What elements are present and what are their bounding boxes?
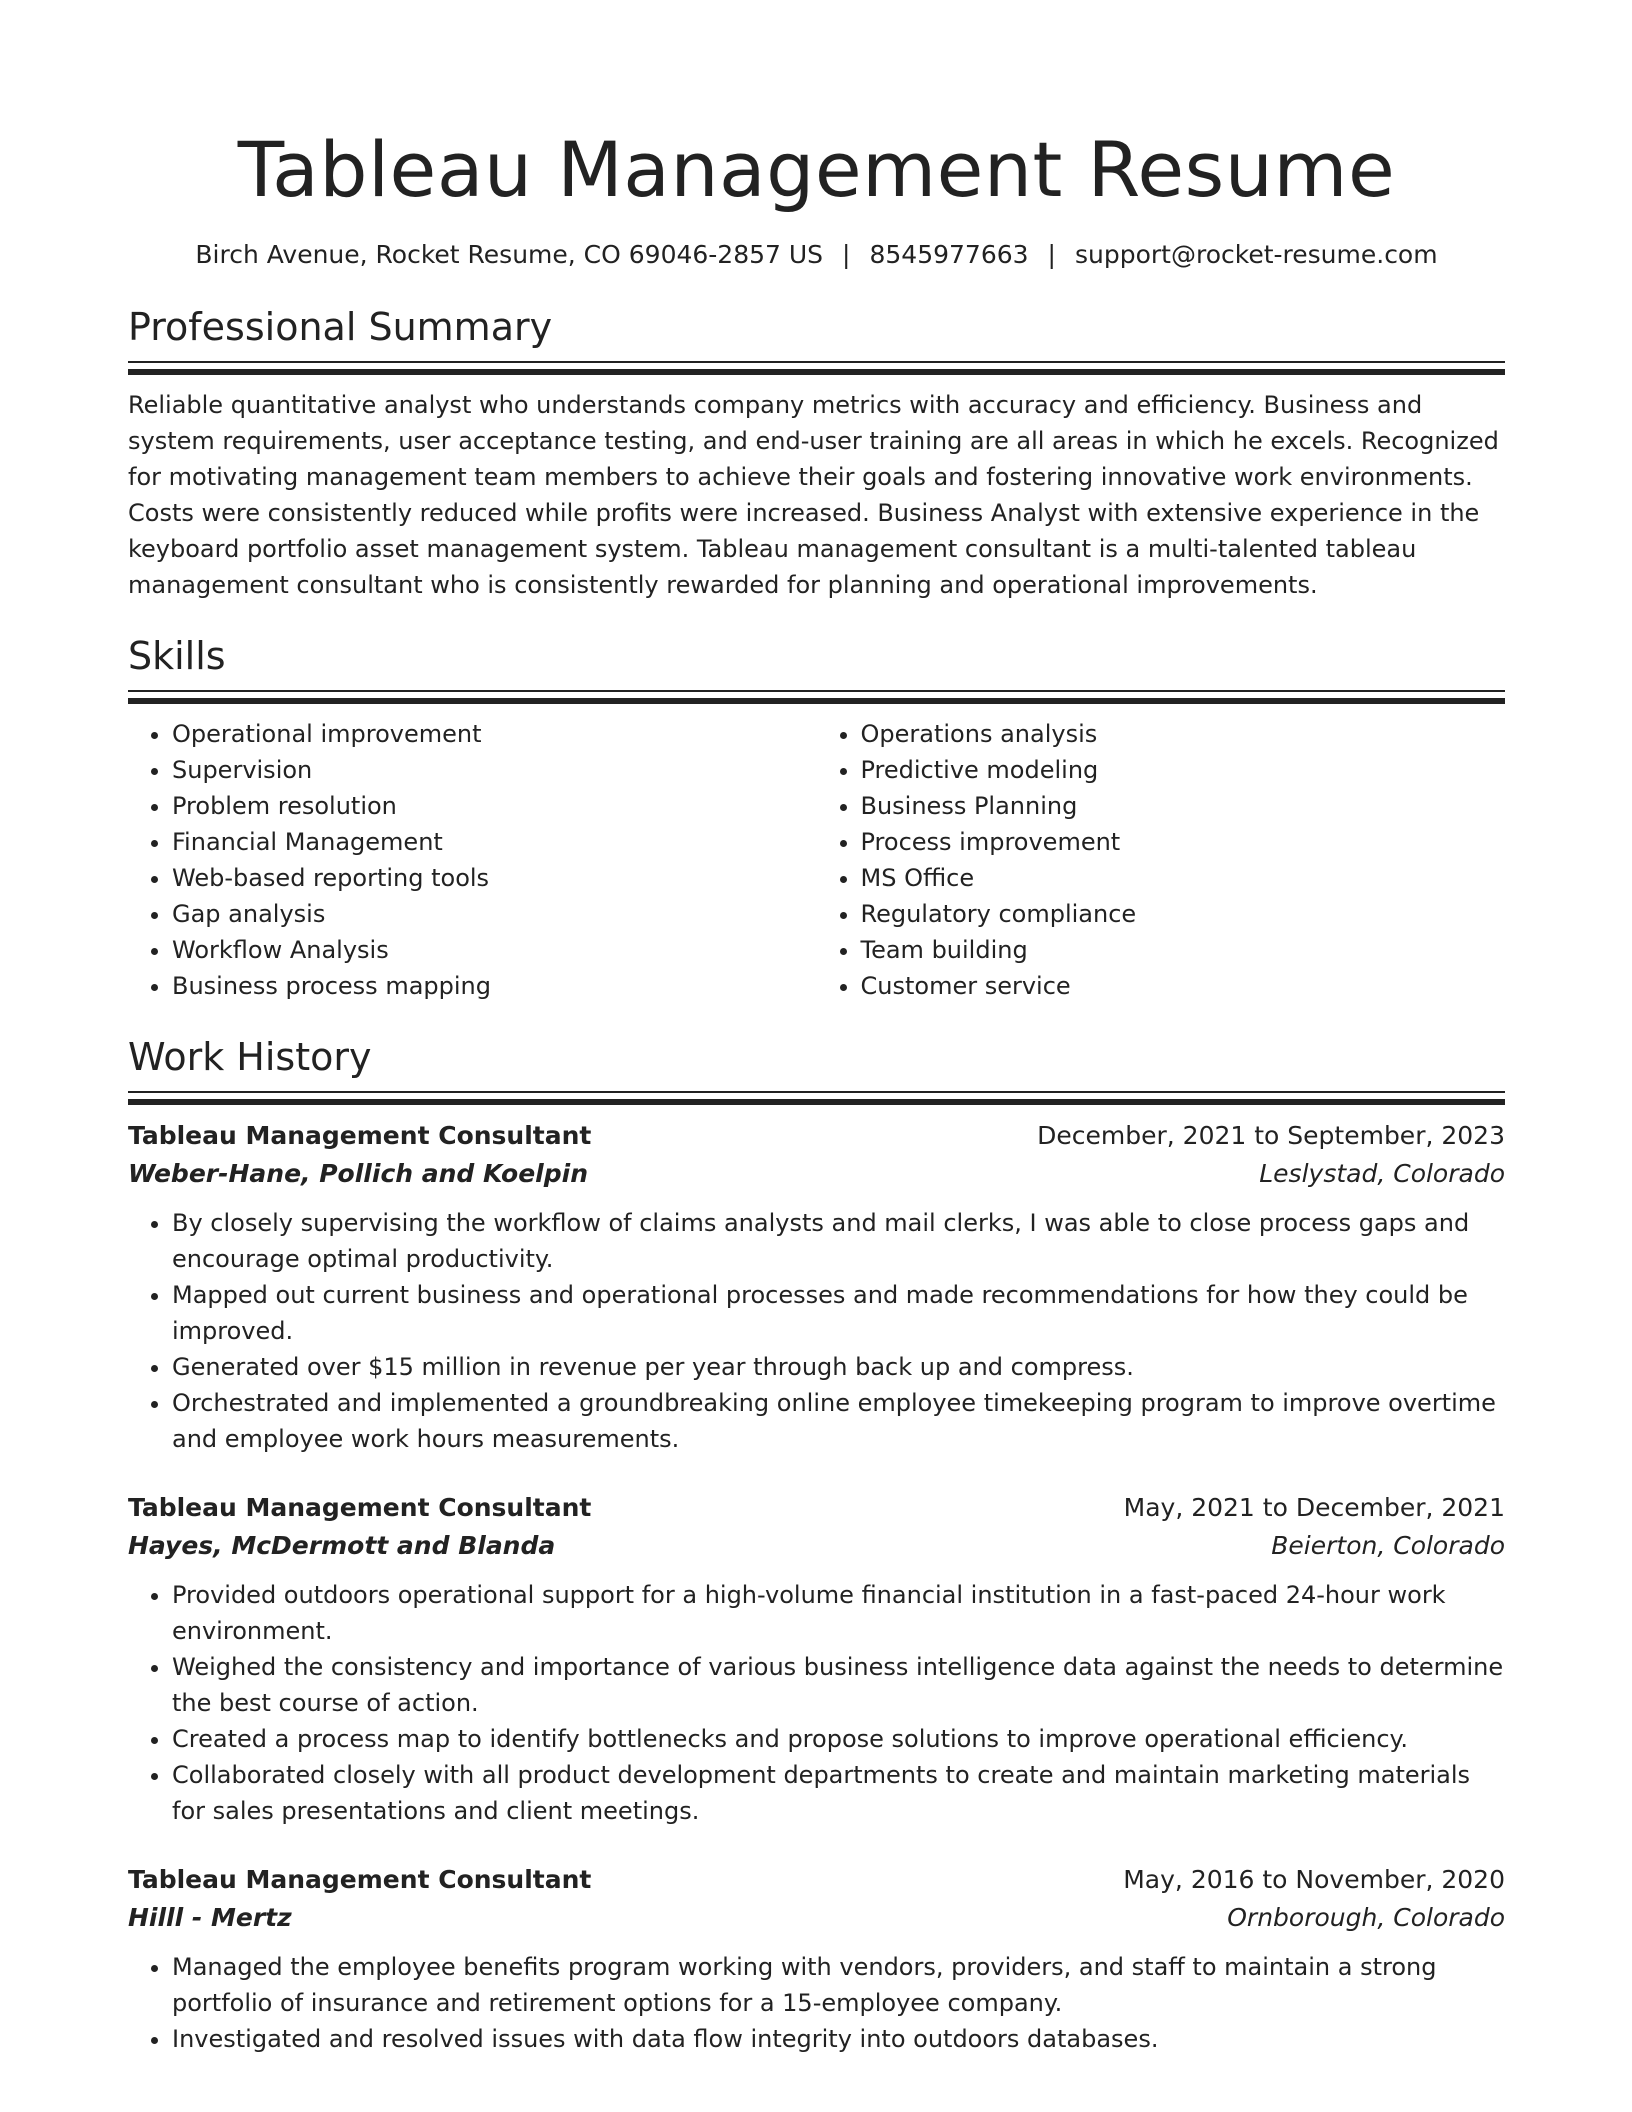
job-bullets: [128, 1205, 1505, 1457]
job-bullets: [128, 1577, 1505, 1829]
skill-item: • Team building: [861, 932, 1506, 968]
job-dates: May, 2021 to December, 2021: [1123, 1493, 1505, 1522]
section-divider: [128, 361, 1505, 375]
section-divider: [128, 1091, 1505, 1105]
summary-heading: Professional Summary: [128, 305, 553, 349]
summary-text: Reliable quantitative analyst who understands company metrics with accuracy and efficiency. Business and system requirements, user acceptance testing, and end-user training are all areas in which he excels. Recognized for motivating management team members to achieve their goals and fostering innovative work environments. Costs were consistently reduced while profits were increased. Business Analyst with extensive experience in the keyboard portfolio asset management system. Tableau management consultant is a multi-talented tableau management consultant who is consistently rewarded for planning and operational improvements.: [128, 391, 1499, 599]
skills-grid: [128, 716, 1505, 1004]
job-bullet: • Weighed the consistency and importance of various business intelligence data against the needs to determine the best course of action.: [172, 1649, 1505, 1721]
job-dates: December, 2021 to September, 2023: [1037, 1121, 1505, 1150]
job-bullet: • Managed the employee benefits program working with vendors, providers, and staff to maintain a strong portfolio of insurance and retirement options for a 15-employee company.: [172, 1949, 1505, 2021]
skills-list-right: [817, 716, 1506, 1004]
job-location: Beierton, Colorado: [1271, 1531, 1505, 1560]
contact-separator: |: [1047, 240, 1056, 269]
job-bullet: • Mapped out current business and operational processes and made recommendations for how they could be improved.: [172, 1277, 1505, 1349]
skill-item: • Business process mapping: [172, 968, 817, 1004]
skill-item: • Regulatory compliance: [861, 896, 1506, 932]
contact-address: Birch Avenue, Rocket Resume, CO 69046-2857 US: [195, 240, 824, 269]
skill-item: • Supervision: [172, 752, 817, 788]
job-header-row: [128, 1861, 1505, 1899]
job-entry: [128, 1489, 1505, 1829]
contact-phone: 8545977663: [869, 240, 1029, 269]
job-entry: [128, 1117, 1505, 1457]
skill-item: • Problem resolution: [172, 788, 817, 824]
job-company: Hayes, McDermott and Blanda: [128, 1531, 556, 1560]
job-bullet: • Provided outdoors operational support for a high-volume financial institution in a fast-paced 24-hour work environment.: [172, 1577, 1505, 1649]
job-company: Weber-Hane, Pollich and Koelpin: [128, 1159, 588, 1188]
contact-separator: |: [842, 240, 851, 269]
skills-column-right: [817, 716, 1506, 1004]
job-entry: [128, 1861, 1505, 2057]
resume-title: Tableau Management Resume: [237, 125, 1396, 214]
job-header-row: [128, 1117, 1505, 1155]
skills-list-left: [128, 716, 817, 1004]
contact-email: support@rocket-resume.com: [1074, 240, 1438, 269]
skills-column-left: [128, 716, 817, 1004]
job-bullet: • Orchestrated and implemented a groundbreaking online employee timekeeping program to improve overtime and employee work hours measurements.: [172, 1385, 1505, 1457]
job-title: Tableau Management Consultant: [128, 1493, 592, 1522]
job-bullets: [128, 1949, 1505, 2057]
skill-item: • Business Planning: [861, 788, 1506, 824]
skill-item: • Gap analysis: [172, 896, 817, 932]
skill-item: • Workflow Analysis: [172, 932, 817, 968]
job-title: Tableau Management Consultant: [128, 1865, 592, 1894]
job-location: Leslystad, Colorado: [1259, 1159, 1505, 1188]
work-history-heading: Work History: [128, 1035, 372, 1079]
skill-item: • Web-based reporting tools: [172, 860, 817, 896]
job-company-row: [128, 1527, 1505, 1565]
job-location: Ornborough, Colorado: [1227, 1903, 1505, 1932]
skill-item: • Operations analysis: [861, 716, 1506, 752]
contact-line: [128, 238, 1505, 272]
job-bullet: • Created a process map to identify bottlenecks and propose solutions to improve operational efficiency.: [172, 1721, 1505, 1757]
section-divider: [128, 690, 1505, 704]
work-history-section: [128, 1032, 1505, 2057]
skills-section: [128, 631, 1505, 1004]
job-company: Hilll - Mertz: [128, 1903, 292, 1932]
job-company-row: [128, 1899, 1505, 1937]
job-bullet: • Generated over $15 million in revenue per year through back up and compress.: [172, 1349, 1505, 1385]
summary-section: [128, 302, 1505, 603]
skills-heading: Skills: [128, 634, 226, 678]
job-bullet: • Collaborated closely with all product development departments to create and maintain marketing materials for sales presentations and client meetings.: [172, 1757, 1505, 1829]
job-header-row: [128, 1489, 1505, 1527]
job-bullet: • By closely supervising the workflow of claims analysts and mail clerks, I was able to close process gaps and encourage optimal productivity.: [172, 1205, 1505, 1277]
skill-item: • MS Office: [861, 860, 1506, 896]
skill-item: • Operational improvement: [172, 716, 817, 752]
skill-item: • Predictive modeling: [861, 752, 1506, 788]
skill-item: • Financial Management: [172, 824, 817, 860]
skill-item: • Process improvement: [861, 824, 1506, 860]
job-company-row: [128, 1155, 1505, 1193]
skill-item: • Customer service: [861, 968, 1506, 1004]
job-dates: May, 2016 to November, 2020: [1123, 1865, 1505, 1894]
job-bullet: • Investigated and resolved issues with data flow integrity into outdoors databases.: [172, 2021, 1505, 2057]
job-title: Tableau Management Consultant: [128, 1121, 592, 1150]
